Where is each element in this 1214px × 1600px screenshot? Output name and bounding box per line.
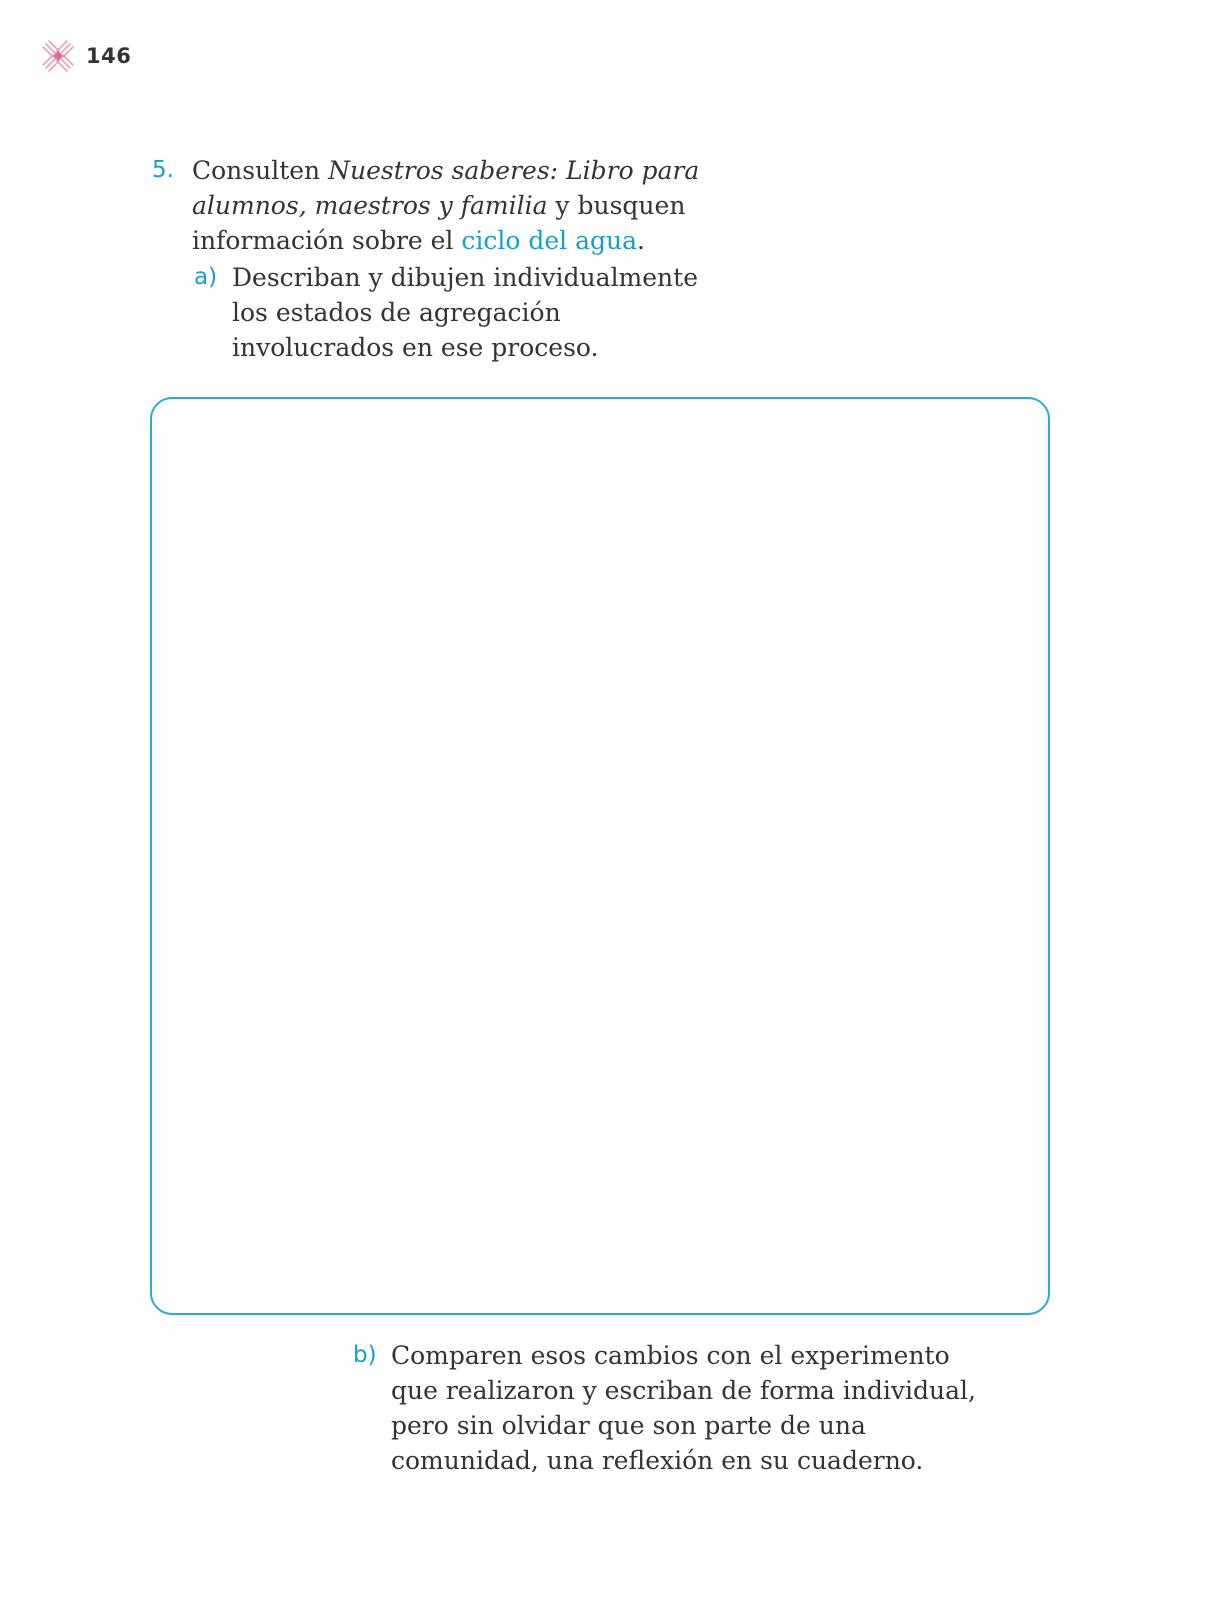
sub-item-a	[194, 260, 732, 365]
question-line-3: información sobre el ciclo del agua.	[192, 226, 645, 255]
sub-item-line: que realizaron y escriban de forma individual,	[391, 1376, 976, 1405]
page-number: 146	[86, 44, 132, 68]
sub-item-line: Comparen esos cambios con el experimento	[391, 1341, 950, 1370]
drawing-area[interactable]	[150, 397, 1050, 1315]
sub-item-line: Describan y dibujen individualmente	[232, 263, 699, 292]
sub-item-line: pero sin olvidar que son parte de una	[391, 1411, 866, 1440]
sub-item-line: involucrados en ese proceso.	[232, 333, 599, 362]
sub-item-marker: b)	[353, 1342, 377, 1368]
question-line-2: alumnos, maestros y familia y busquen	[192, 191, 686, 220]
book-title-part-1: Nuestros saberes: Libro para	[328, 156, 700, 185]
book-title-part-2: alumnos, maestros y familia	[192, 191, 548, 220]
page-header	[40, 38, 131, 74]
key-term-ciclo-del-agua: ciclo del agua	[461, 226, 638, 255]
woven-cross-ornament-icon	[40, 38, 76, 74]
sub-item-b	[353, 1338, 991, 1478]
sub-item-line: comunidad, una reflexión en su cuaderno.	[391, 1446, 924, 1475]
sub-item-line: los estados de agregación	[232, 298, 561, 327]
question-5	[152, 153, 732, 258]
question-number: 5.	[152, 157, 174, 183]
question-line-1: Consulten Nuestros saberes: Libro para	[192, 156, 700, 185]
sub-item-marker: a)	[194, 264, 218, 290]
